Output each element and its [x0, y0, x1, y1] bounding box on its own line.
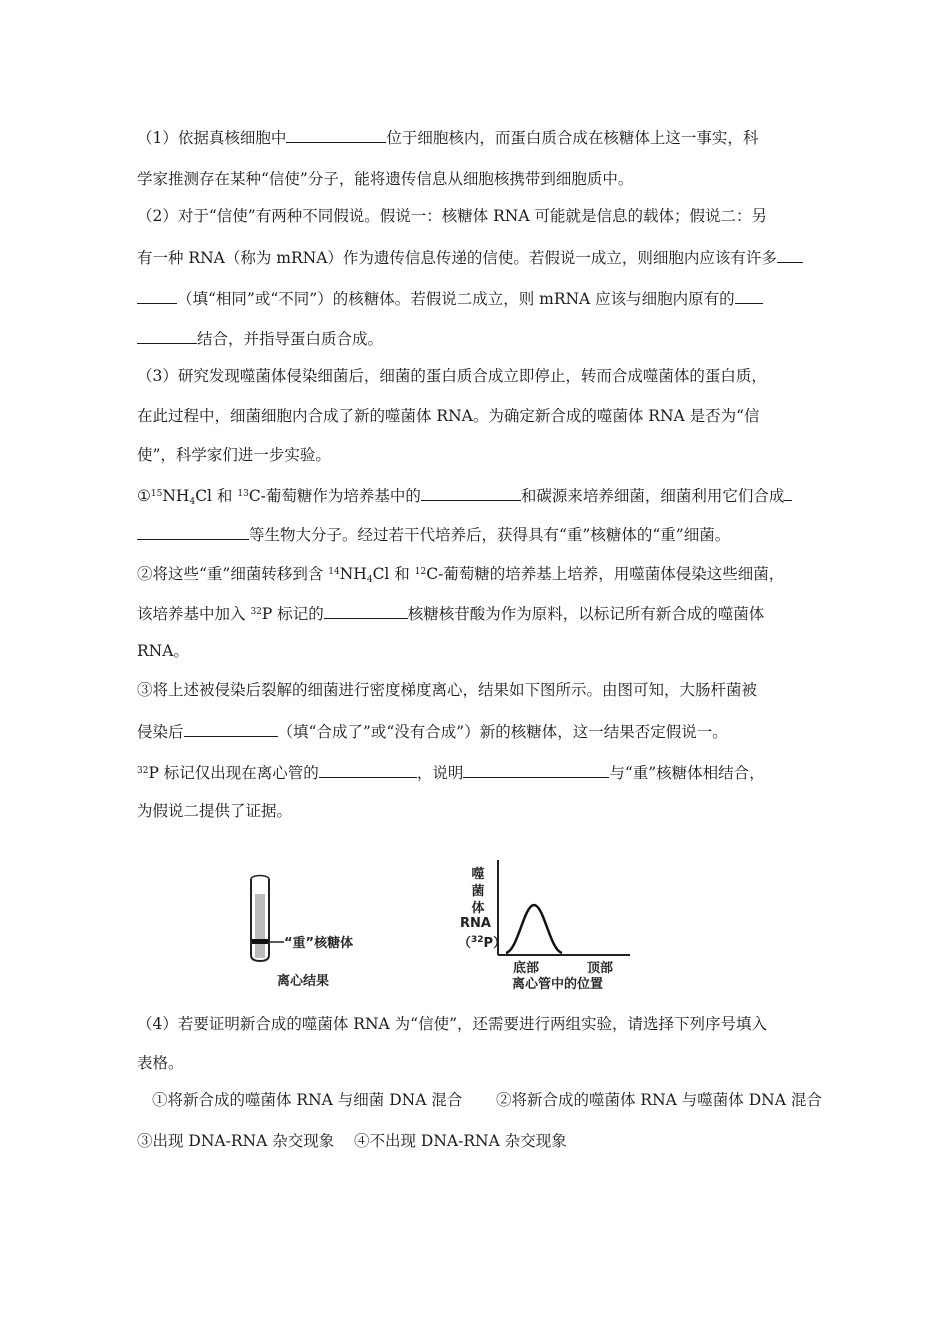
- isotope-mass: 14: [328, 567, 340, 577]
- q3-text: 使”，科学家们进一步实验。: [137, 446, 331, 464]
- answer-blank[interactable]: [784, 484, 792, 501]
- rna-peak-curve: [506, 905, 562, 953]
- q2-text: （填“相同”或“不同”）的核糖体。若假说二成立，则 mRNA 应该与细胞内原有的: [177, 290, 735, 308]
- option-4: ④不出现 DNA-RNA 杂交现象: [354, 1132, 567, 1150]
- q3-text: RNA。: [137, 642, 189, 660]
- option-2: ②将新合成的噬菌体 RNA 与噬菌体 DNA 混合: [496, 1091, 822, 1109]
- q3-text: ②将这些“重”细菌转移到含: [137, 565, 329, 583]
- q1-line-2: [137, 169, 633, 189]
- isotope-mass: 15: [150, 489, 163, 499]
- isotope-mass: 32: [137, 766, 149, 776]
- q4-text: （4）若要证明新合成的噬菌体 RNA 为“信使”，还需要进行两组实验，请选择下列序号填入: [137, 1015, 767, 1033]
- q3-text: P 标记的: [261, 605, 324, 623]
- y-axis-label-char: 体: [471, 901, 485, 916]
- isotope-mass: 32: [250, 607, 262, 617]
- q3-text: C-葡萄糖作为培养基中的: [248, 487, 421, 505]
- y-axis-label-char: 噬: [471, 867, 485, 882]
- q2-line-3: [137, 287, 763, 309]
- isotope-mass: 12: [414, 567, 427, 577]
- formula: Cl 和: [372, 565, 415, 583]
- formula-subscript: 4: [189, 497, 196, 507]
- answer-blank[interactable]: [137, 327, 197, 344]
- heavy-ribosome-band: [252, 939, 268, 944]
- formula: NH: [339, 565, 367, 583]
- x-axis-caption: 离心管中的位置: [512, 977, 604, 992]
- q2-line-2: [137, 246, 803, 268]
- q3-text: 侵染后: [137, 723, 184, 741]
- q3-step3-line-2: [137, 720, 728, 742]
- centrifuge-tube-icon: [248, 872, 278, 962]
- tube-caption: 离心结果: [277, 974, 330, 989]
- q3-line-3: [137, 445, 331, 465]
- q3-step3-line-3: [137, 761, 765, 783]
- answer-blank[interactable]: [735, 287, 763, 304]
- q3-step2-line-2: [137, 602, 764, 624]
- q3-line-1: [137, 366, 767, 386]
- answer-blank[interactable]: [184, 720, 278, 737]
- q4-text: 表格。: [137, 1054, 184, 1072]
- x-tick-top: 顶部: [587, 961, 614, 976]
- q2-text: （2）对于“信使”有两种不同假说。假说一：核糖体 RNA 可能就是信息的载体；假说二：另: [137, 207, 767, 225]
- tube-label: “重”核糖体: [284, 936, 354, 951]
- formula-subscript: 4: [366, 575, 373, 585]
- option-1: ①将新合成的噬菌体 RNA 与细菌 DNA 混合: [152, 1091, 463, 1109]
- q4-line-2: [137, 1053, 184, 1073]
- q3-text: 该培养基中加入: [137, 605, 251, 623]
- paren: （: [458, 936, 472, 951]
- q3-step2-line-1: [137, 562, 784, 590]
- y-axis-label-rna: RNA: [460, 916, 491, 931]
- q2-line-1: [137, 206, 767, 226]
- isotope-mass: 32: [471, 935, 484, 945]
- q3-step1-line-1: [137, 484, 792, 512]
- q3-text: 核糖核苷酸为作为原料，以标记所有新合成的噬菌体: [407, 605, 765, 623]
- q3-text: 和碳源来培养细菌，细菌利用它们合成: [520, 487, 785, 505]
- answer-blank[interactable]: [319, 761, 417, 778]
- q3-text: ③将上述被侵染后裂解的细菌进行密度梯度离心，结果如下图所示。由图可知，大肠杆菌被: [137, 681, 758, 699]
- q3-text: 与“重”核糖体相结合，: [609, 764, 765, 782]
- y-axis-label: [470, 866, 486, 917]
- q3-text: P 标记仅出现在离心管的: [148, 764, 319, 782]
- q3-step2-line-3: [137, 641, 189, 661]
- q3-step3-line-4: [137, 801, 292, 821]
- q2-line-4: [137, 327, 383, 349]
- q1-text: 学家推测存在某种“信使”分子，能将遗传信息从细胞核携带到细胞质中。: [137, 170, 634, 188]
- answer-blank[interactable]: [421, 484, 521, 501]
- formula: NH: [162, 487, 190, 505]
- graph-axes: [496, 860, 632, 960]
- q3-text: C-葡萄糖的培养基上培养，用噬菌体侵染这些细菌，: [426, 565, 785, 583]
- q3-step1-line-2: [137, 523, 730, 545]
- option-3: ③出现 DNA-RNA 杂交现象: [137, 1132, 335, 1150]
- paren: P）: [483, 936, 507, 951]
- isotope-mass: 13: [237, 489, 249, 499]
- q3-text: 为假说二提供了证据。: [137, 802, 293, 820]
- q3-text: 等生物大分子。经过若干代培养后，获得具有“重”核糖体的“重”细菌。: [249, 526, 731, 544]
- q3-text: 在此过程中，细菌细胞内合成了新的噬菌体 RNA。为确定新合成的噬菌体 RNA 是否为“信: [137, 407, 760, 425]
- q3-text: （填“合成了”或“没有合成”）新的核糖体，这一结果否定假说一。: [277, 723, 728, 741]
- formula: Cl 和: [195, 487, 238, 505]
- q3-line-2: [137, 406, 760, 426]
- x-tick-bottom: 底部: [513, 961, 540, 976]
- q2-text: 结合，并指导蛋白质合成。: [197, 330, 384, 348]
- answer-blank[interactable]: [286, 126, 386, 143]
- q3-text: （3）研究发现噬菌体侵染细菌后，细菌的蛋白质合成立即停止，转而合成噬菌体的蛋白质，: [137, 367, 767, 385]
- q1-text: 位于细胞核内，而蛋白质合成在核糖体上这一事实，科: [386, 129, 759, 147]
- answer-blank[interactable]: [137, 523, 249, 540]
- q2-text: 有一种 RNA（称为 mRNA）作为遗传信息传递的信使。若假说一成立，则细胞内应该有许多: [137, 249, 777, 267]
- pointer-line: [270, 940, 284, 944]
- y-axis-label-char: 菌: [471, 884, 485, 899]
- q1-text: （1）依据真核细胞中: [137, 129, 287, 147]
- q3-text: ，说明: [416, 764, 464, 782]
- answer-blank[interactable]: [463, 761, 609, 778]
- q4-line-1: [137, 1014, 767, 1034]
- q3-step3-line-1: [137, 680, 757, 700]
- q1-line-1: [137, 126, 758, 148]
- step-number: ①: [137, 487, 151, 505]
- answer-blank[interactable]: [777, 246, 803, 263]
- answer-blank[interactable]: [324, 602, 408, 619]
- answer-blank[interactable]: [137, 287, 177, 304]
